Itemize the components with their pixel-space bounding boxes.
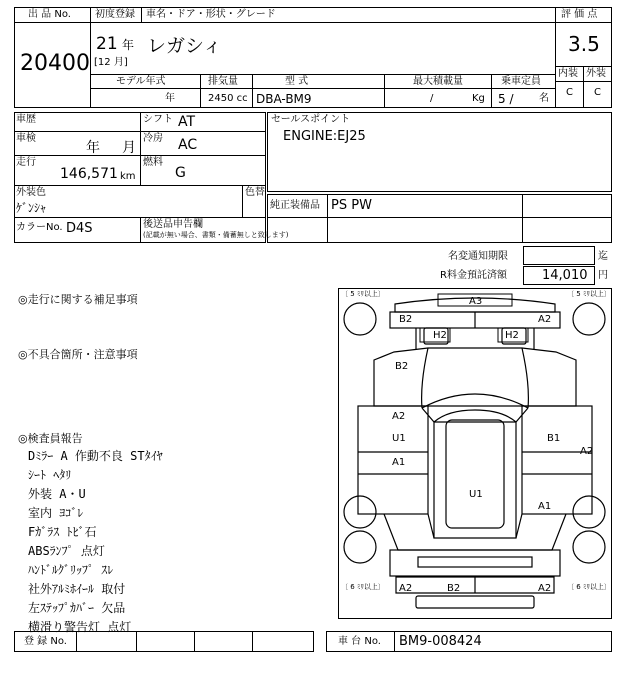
lot-number: 20400 bbox=[20, 51, 90, 76]
capacity-label: 乗車定員 bbox=[501, 76, 541, 87]
registration-year-unit: 年 bbox=[122, 38, 135, 52]
inspector-title: ◎検査員報告 bbox=[18, 432, 83, 445]
chassis-number-label: 車 台 No. bbox=[338, 636, 381, 647]
displacement-label: 排気量 bbox=[208, 76, 238, 87]
mark-a2-rear-right: A2 bbox=[538, 583, 552, 594]
displacement-value: 2450 cc bbox=[208, 93, 248, 104]
history-label: 車歴 bbox=[16, 114, 36, 125]
front-left-tire bbox=[344, 303, 376, 335]
inspector-item: ﾊﾝﾄﾞﾙｸﾞﾘｯﾌﾟ ｽﾚ bbox=[28, 563, 114, 577]
mark-u1-roof: U1 bbox=[469, 489, 483, 500]
recycle-fee-label: R料金預託済額 bbox=[440, 270, 507, 281]
overall-score: 3.5 bbox=[568, 32, 600, 56]
mid-left-wheel bbox=[344, 496, 376, 528]
mileage-value: 146,571 bbox=[60, 166, 118, 182]
supplement-title: ◎走行に関する補足事項 bbox=[18, 293, 138, 306]
repaint-label: 色替 bbox=[245, 187, 265, 198]
tire-front-left-label: 〔 5 ﾐﾘ以上〕 bbox=[341, 290, 385, 298]
equipment-value: PS PW bbox=[331, 198, 372, 213]
color-no: D4S bbox=[66, 221, 93, 236]
mark-a1-right-rear: A1 bbox=[538, 501, 552, 512]
mark-b2-rear: B2 bbox=[447, 583, 461, 594]
registration-month: [12 月] bbox=[94, 57, 128, 68]
model-code: DBA-BM9 bbox=[256, 92, 312, 106]
mark-b1-right-door: B1 bbox=[547, 433, 561, 444]
inspector-item: ABSﾗﾝﾌﾟ 点灯 bbox=[28, 544, 105, 558]
passenger-capacity: 5 / bbox=[498, 92, 514, 106]
name-change-box bbox=[523, 246, 595, 265]
inspector-item: 社外ｱﾙﾐﾎｲｰﾙ 取付 bbox=[28, 582, 126, 596]
passenger-unit: 名 bbox=[539, 93, 549, 104]
mark-a3-front-bumper: A3 bbox=[469, 296, 483, 307]
inspection-label: 車検 bbox=[16, 133, 36, 144]
chassis-number: BM9-008424 bbox=[399, 634, 482, 649]
first-registration-label: 初度登録 bbox=[95, 9, 135, 20]
shift-value: AT bbox=[178, 114, 196, 130]
later-docs-label: 後送品申告欄 bbox=[143, 219, 203, 230]
color-no-label: カラーNo. bbox=[16, 222, 63, 233]
score-label: 評 価 点 bbox=[561, 9, 598, 20]
fuel-label: 燃料 bbox=[143, 157, 163, 168]
car-damage-diagram bbox=[338, 288, 612, 619]
model-type-label: 型 式 bbox=[285, 76, 309, 87]
registration-number-label: 登 録 No. bbox=[24, 636, 67, 647]
inspector-report bbox=[28, 447, 163, 637]
max-load-unit: Kg bbox=[472, 93, 485, 104]
inspector-item: 左ｽﾃｯﾌﾟｶﾊﾞｰ 欠品 bbox=[28, 601, 126, 615]
registration-year: 21 bbox=[96, 34, 118, 54]
name-change-label: 名変通知期限 bbox=[448, 251, 508, 262]
ac-label: 冷房 bbox=[143, 133, 163, 144]
inspector-item: 横滑り警告灯 点灯 bbox=[28, 620, 132, 634]
model-year-unit: 年 bbox=[165, 93, 175, 104]
exterior-color-label: 外装色 bbox=[16, 187, 46, 198]
mark-a2-rear-left: A2 bbox=[399, 583, 413, 594]
car-name: レガシィ bbox=[147, 35, 222, 57]
car-name-label: 車名・ドア・形状・グレード bbox=[146, 9, 276, 20]
mark-a2-right-side: A2 bbox=[580, 446, 594, 457]
interior-grade: C bbox=[566, 87, 573, 98]
mark-u1-left-door: U1 bbox=[392, 433, 406, 444]
sales-point-label: セールスポイント bbox=[271, 114, 351, 125]
inspection-month-unit: 月 bbox=[122, 140, 136, 156]
ac-value: AC bbox=[178, 137, 198, 153]
model-year-label: モデル年式 bbox=[116, 76, 166, 87]
mileage-unit: km bbox=[120, 171, 136, 182]
mark-h2-right-headlight: H2 bbox=[505, 330, 519, 341]
later-docs-note: (記載が無い場合、書類・備蓄無しと致します) bbox=[143, 231, 289, 239]
recycle-fee: 14,010 bbox=[542, 268, 588, 283]
exterior-grade-label: 外装 bbox=[586, 68, 606, 79]
rear-right-tire bbox=[573, 531, 605, 563]
max-load-label: 最大積載量 bbox=[413, 76, 463, 87]
shift-label: シフト bbox=[143, 114, 173, 125]
lot-number-label: 出 品 No. bbox=[28, 9, 71, 20]
defects-title: ◎不具合箇所・注意事項 bbox=[18, 348, 138, 361]
front-right-tire bbox=[573, 303, 605, 335]
mark-h2-left-headlight: H2 bbox=[433, 330, 447, 341]
fuel-value: G bbox=[175, 165, 186, 181]
exterior-grade: C bbox=[594, 87, 601, 98]
tire-rear-left-label: 〔 6 ﾐﾘ以上〕 bbox=[341, 583, 385, 591]
sales-point: ENGINE:EJ25 bbox=[283, 129, 366, 144]
mid-right-wheel bbox=[573, 496, 605, 528]
inspector-item: Fｶﾞﾗｽ ﾄﾋﾞ石 bbox=[28, 525, 97, 539]
name-change-unit: 迄 bbox=[598, 251, 608, 262]
mileage-label: 走行 bbox=[16, 157, 36, 168]
exterior-color: ｹﾞﾝｼｬ bbox=[16, 201, 47, 215]
mark-b2-hood: B2 bbox=[395, 361, 409, 372]
interior-grade-label: 内装 bbox=[558, 68, 578, 79]
mark-b2-front-left: B2 bbox=[399, 314, 413, 325]
inspector-item: ｼｰﾄ ﾍﾀﾘ bbox=[28, 468, 72, 482]
inspector-item: 室内 ﾖｺﾞﾚ bbox=[28, 506, 84, 520]
inspector-item: Dﾐﾗｰ A 作動不良 STﾀｲﾔ bbox=[28, 449, 163, 463]
max-load-slash: / bbox=[430, 93, 434, 104]
tire-front-right-label: 〔 5 ﾐﾘ以上〕 bbox=[567, 290, 611, 298]
inspector-item: 外装 A・U bbox=[28, 487, 86, 501]
mark-a2-front-right: A2 bbox=[538, 314, 552, 325]
rear-left-tire bbox=[344, 531, 376, 563]
tire-rear-right-label: 〔 6 ﾐﾘ以上〕 bbox=[567, 583, 611, 591]
equipment-label: 純正装備品 bbox=[270, 200, 320, 211]
inspection-year-unit: 年 bbox=[86, 140, 100, 156]
mark-a2-left-door: A2 bbox=[392, 411, 406, 422]
recycle-fee-unit: 円 bbox=[598, 270, 608, 281]
mark-a1-left-door: A1 bbox=[392, 457, 406, 468]
